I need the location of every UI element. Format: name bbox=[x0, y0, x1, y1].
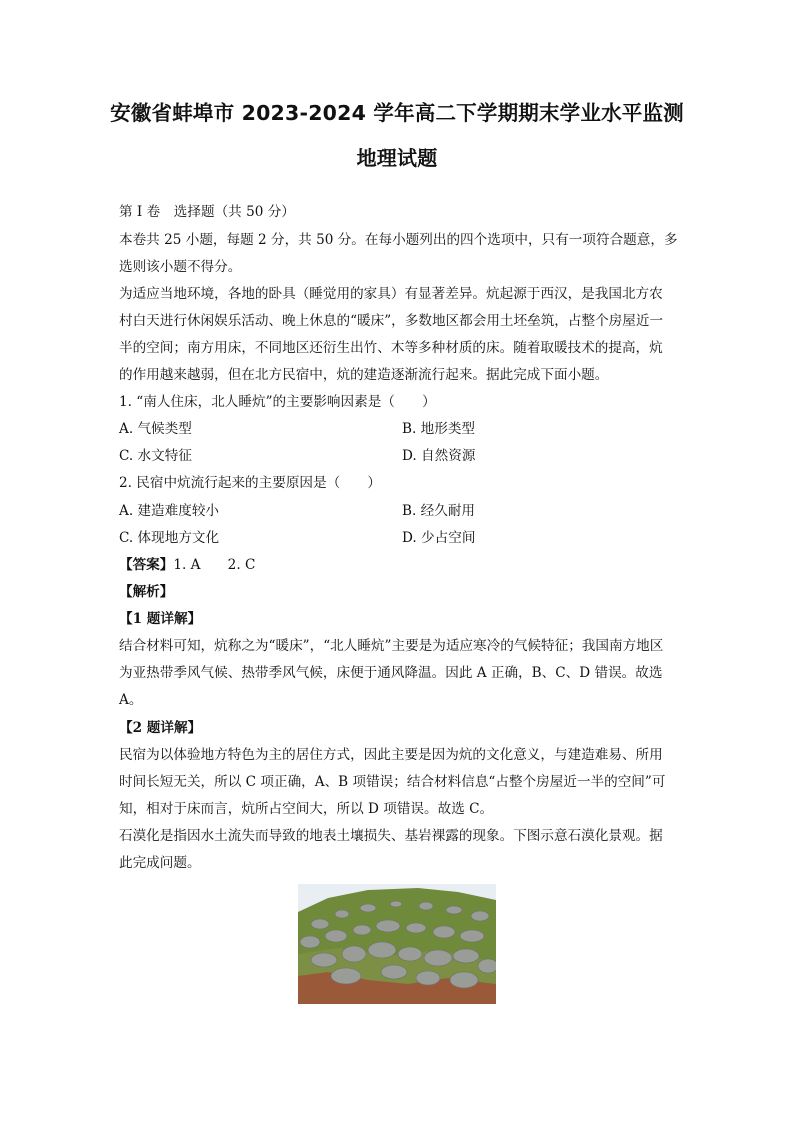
document-subtitle: 地理试题 bbox=[356, 146, 438, 170]
material-line: 村白天进行休闲娱乐活动、晚上休息的“暖床”，多数地区都会用土坯垒筑，占整个房屋近一 bbox=[119, 313, 664, 329]
detail-2-line: 民宿为以体验地方特色为主的居住方式，因此主要是因为炕的文化意义，与建造难易、所用 bbox=[119, 747, 663, 763]
detail-2-label: 【2 题详解】 bbox=[119, 720, 202, 736]
question-2-stem: 2. 民宿中炕流行起来的主要原因是（ ） bbox=[119, 475, 381, 491]
question-2-option-d: D. 少占空间 bbox=[402, 530, 476, 546]
material-line: 为适应当地环境，各地的卧具（睡觉用的家具）有显著差异。炕起源于西汉，是我国北方农 bbox=[119, 286, 663, 302]
question-1-option-a: A. 气候类型 bbox=[119, 421, 192, 437]
detail-1-line: 结合材料可知，炕称之为“暖床”，“北人睡炕”主要是为适应寒冷的气候特征；我国南方地区 bbox=[119, 638, 664, 654]
detail-1-line: A。 bbox=[119, 692, 143, 708]
detail-1-label: 【1 题详解】 bbox=[119, 611, 202, 627]
material-line: 的作用越来越弱，但在北方民宿中，炕的建造逐渐流行起来。据此完成下面小题。 bbox=[119, 367, 609, 383]
analysis-label: 【解析】 bbox=[119, 584, 174, 600]
answer-text: 1. A 2. C bbox=[173, 557, 256, 573]
detail-1-line: 为亚热带季风气候、热带季风气候，床便于通风降温。因此 A 正确，B、C、D 错误。故选 bbox=[119, 665, 663, 681]
question-2-option-b: B. 经久耐用 bbox=[402, 503, 476, 519]
answer-line bbox=[119, 557, 255, 573]
material-line: 半的空间；南方用床，不同地区还衍生出竹、木等多种材质的床。随着取暖技术的提高，炕 bbox=[119, 340, 663, 356]
question-2-option-c: C. 体现地方文化 bbox=[119, 530, 220, 546]
question-1-option-d: D. 自然资源 bbox=[402, 448, 476, 464]
material-2-line: 此完成问题。 bbox=[119, 855, 201, 871]
question-1-option-c: C. 水文特征 bbox=[119, 448, 192, 464]
question-1-stem: 1. “南人住床，北人睡炕”的主要影响因素是（ ） bbox=[119, 394, 436, 410]
instructions-line: 选则该小题不得分。 bbox=[119, 259, 242, 275]
material-2-line: 石漠化是指因水土流失而导致的地表土壤损失、基岩裸露的现象。下图示意石漠化景观。据 bbox=[119, 828, 663, 844]
detail-2-line: 时间长短无关，所以 C 项正确，A、B 项错误；结合材料信息“占整个房屋近一半的空间”可 bbox=[119, 774, 666, 790]
rocky-desertification-landscape bbox=[298, 884, 496, 1004]
question-1-option-b: B. 地形类型 bbox=[402, 421, 476, 437]
detail-2-line: 知，相对于床而言，炕所占空间大，所以 D 项错误。故选 C。 bbox=[119, 801, 494, 817]
rocky-desertification-photo bbox=[298, 884, 496, 1004]
question-2-option-a: A. 建造难度较小 bbox=[119, 503, 220, 519]
answer-label: 【答案】 bbox=[119, 557, 174, 573]
section-heading: 第 I 卷 选择题（共 50 分） bbox=[119, 204, 295, 220]
document-title: 安徽省蚌埠市 2023-2024 学年高二下学期期末学业水平监测 bbox=[110, 101, 684, 125]
instructions-line: 本卷共 25 小题，每题 2 分，共 50 分。在每小题列出的四个选项中，只有一项符合题意，多 bbox=[119, 232, 678, 248]
